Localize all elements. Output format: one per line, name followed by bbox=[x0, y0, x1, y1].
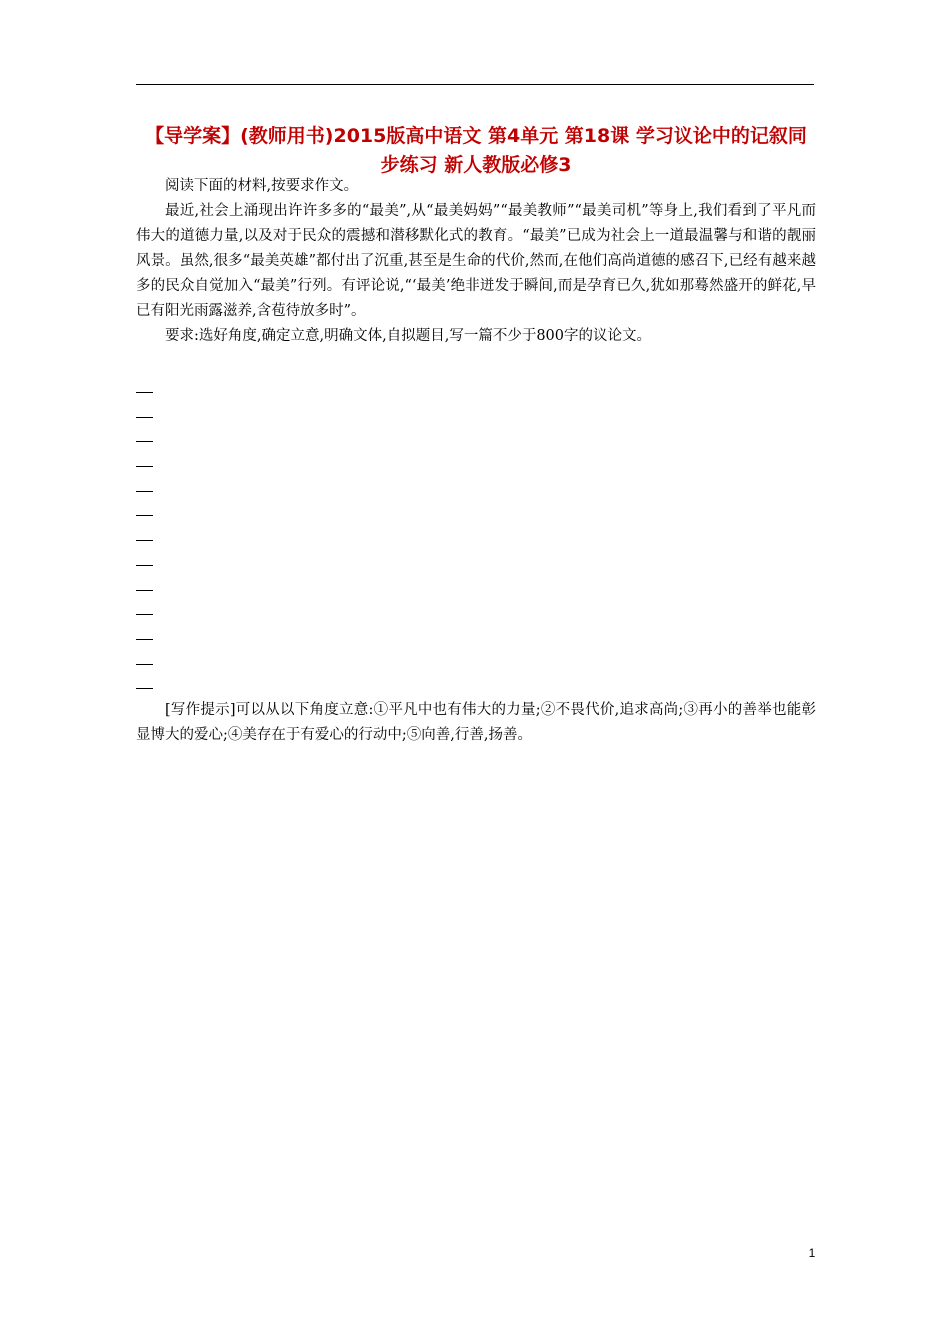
writing-line bbox=[136, 652, 176, 677]
writing-line bbox=[136, 429, 176, 454]
writing-line bbox=[136, 578, 176, 603]
writing-line bbox=[136, 380, 176, 405]
hint-paragraph: [写作提示]可以从以下角度立意:①平凡中也有伟大的力量;②不畏代价,追求高尚;③再小的善举也能彰显博大的爱心;④美存在于有爱心的行动中;⑤向善,行善,扬善。 bbox=[136, 702, 816, 743]
writing-line bbox=[136, 479, 176, 504]
writing-line bbox=[136, 627, 176, 652]
requirement-paragraph: 要求:选好角度,确定立意,明确文体,自拟题目,写一篇不少于800字的议论文。 bbox=[165, 328, 651, 344]
document-title: 【导学案】(教师用书)2015版高中语文 第4单元 第18课 学习议论中的记叙同步练习 新人教版必修3 bbox=[145, 125, 807, 176]
material-paragraph: 最近,社会上涌现出许许多多的“最美”,从“最美妈妈”“最美教师”“最美司机”等身上,我们看到了平凡而伟大的道德力量,以及对于民众的震撼和潜移默化式的教育。“最美”已成为社会上一道最温馨与和谐的靓丽风景。虽然,很多“最美英雄”都付出了沉重,甚至是生命的代价,然而,在他们高尚道德的感召下,已经有越来越多的民众自觉加入“最美”行列。有评论说,“‘最美’绝非迸发于瞬间,而是孕育已久,犹如那蓦然盛开的鲜花,早已有阳光雨露滋养,含苞待放多时”。 bbox=[136, 203, 816, 319]
writing-line bbox=[136, 602, 176, 627]
hint-section bbox=[136, 698, 816, 748]
prompt-section bbox=[136, 174, 816, 349]
writing-lines bbox=[136, 380, 176, 701]
writing-line bbox=[136, 454, 176, 479]
writing-line bbox=[136, 528, 176, 553]
writing-line bbox=[136, 405, 176, 430]
writing-line bbox=[136, 553, 176, 578]
header-rule bbox=[136, 84, 814, 85]
page-number: 1 bbox=[808, 1246, 816, 1260]
writing-line bbox=[136, 503, 176, 528]
instruction-paragraph: 阅读下面的材料,按要求作文。 bbox=[165, 178, 359, 194]
